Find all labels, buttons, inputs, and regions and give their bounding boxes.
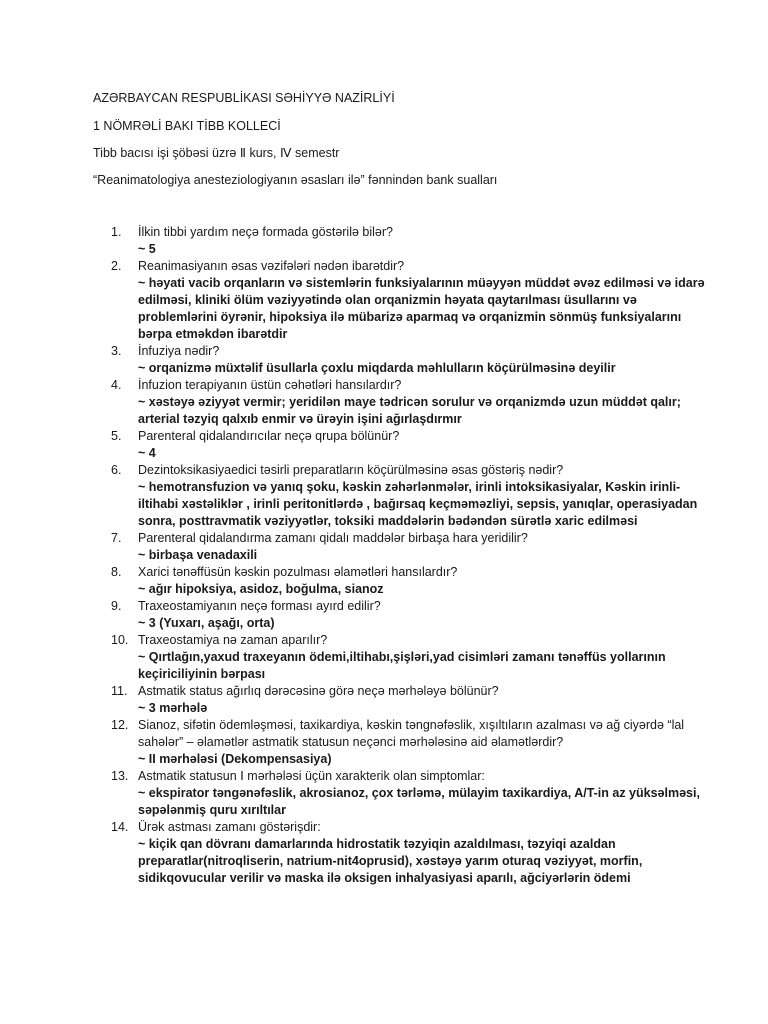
question-item <box>93 377 713 428</box>
answer-text: ~ kiçik qan dövranı damarlarında hidrostatik təzyiqin azaldılması, təzyiqi azaldan preparatlar(nitroqliserin, natrium-nit4oprusid), xəstəyə yarım oturaq vəziyyət, morfin, sidikqovucular verilir və maska ilə oksigen inhalyasiyasi aparılı, ağciyərlərin ödemi <box>138 837 643 885</box>
question-text: Parenteral qidalandırıcılar neçə qrupa bölünür? <box>138 429 400 443</box>
question-number: 10. <box>111 633 129 647</box>
question-text: Reanimasiyanın əsas vəzifələri nədən ibarətdir? <box>138 259 405 273</box>
question-number: 12. <box>111 718 129 732</box>
question-number: 2. <box>111 259 122 273</box>
question-list <box>93 224 713 887</box>
question-item <box>93 717 713 768</box>
answer-text: ~ hemotransfuzion və yanıq şoku, kəskin zəhərlənmələr, irinli intoksikasiyalar, Kəskin irinli-iltihabi xəstəliklər , irinli peritonitlərdə , bağırsaq keçməməzliyi, sepsis, yanıqlar, operasiyadan sonra, posttravmatik vəziyyətlər, toksiki maddələrin bədəndən sürətlə xaric edilməsi <box>138 480 698 528</box>
question-item <box>93 258 713 343</box>
question-number: 7. <box>111 531 122 545</box>
question-number: 3. <box>111 344 122 358</box>
question-item <box>93 224 713 258</box>
question-text: Ürək astması zamanı göstərişdir: <box>138 820 321 834</box>
question-number: 8. <box>111 565 122 579</box>
answer-text: ~ orqanizmə müxtəlif üsullarla çoxlu miqdarda məhlulların köçürülməsinə deyilir <box>138 361 616 375</box>
question-number: 14. <box>111 820 129 834</box>
question-text: İnfuzion terapiyanın üstün cəhətləri hansılardır? <box>138 378 402 392</box>
question-text: Xarici tənəffüsün kəskin pozulması əlamətləri hansılardır? <box>138 565 458 579</box>
answer-text: ~ xəstəyə əziyyət vermir; yeridilən maye tədricən sorulur və orqanizmdə uzun müddət qalır; arterial təzyiq qalxıb enmir və ürəyin işini ağırlaşdırmır <box>138 395 681 426</box>
question-item <box>93 683 713 717</box>
question-number: 5. <box>111 429 122 443</box>
question-item <box>93 343 713 377</box>
answer-text: ~ 4 <box>138 446 156 460</box>
college-heading: 1 NÖMRƏLİ BAKI TİBB KOLLECİ <box>93 119 281 133</box>
answer-text: ~ ağır hipoksiya, asidoz, boğulma, sianoz <box>138 582 384 596</box>
answer-text: ~ həyati vacib orqanların və sistemlərin funksiyalarının müəyyən müddət əvəz edilməsi və idarə edilməsi, kliniki ölüm vəziyyətində olan orqanizmin həyata qaytarılması üsullarını və problemlərini öyrənir, hipoksiya ilə mübarizə aparmaq və orqanizmin sönmüş funksiyalarını bərpa etməkdən ibarətdir <box>138 276 705 341</box>
question-text: Traxeostamiya nə zaman aparılır? <box>138 633 328 647</box>
question-item <box>93 462 713 530</box>
question-text: Astmatik statusun Ⅰ mərhələsi üçün xarakterik olan simptomlar: <box>138 769 485 783</box>
question-item <box>93 768 713 819</box>
question-number: 11. <box>111 684 128 698</box>
subject-title: “Reanimatologiya anesteziologiyanın əsasları ilə” fənnindən bank sualları <box>93 173 498 187</box>
answer-text: ~ ekspirator təngənəfəslik, akrosianoz, çox tərləmə, mülayim taxikardiya, A/T-in az yüksəlməsi, səpələnmiş quru xırıltılar <box>138 786 700 817</box>
answer-text: ~ 3 (Yuxarı, aşağı, orta) <box>138 616 275 630</box>
question-item <box>93 564 713 598</box>
question-text: İlkin tibbi yardım neçə formada göstərilə bilər? <box>138 225 393 239</box>
question-text: Traxeostamiyanın neçə forması ayırd edilir? <box>138 599 381 613</box>
question-number: 1. <box>111 225 122 239</box>
answer-text: ~ 5 <box>138 242 156 256</box>
question-item <box>93 819 713 887</box>
question-item <box>93 530 713 564</box>
question-text: Sianoz, sifətin ödemləşməsi, taxikardiya, kəskin təngnəfəslik, xışıltıların azalması və ağ ciyərdə “lal sahələr” – əlamətlər astmatik statusun neçənci mərhələsinə aid əlamətlərdir? <box>138 718 685 749</box>
ministry-heading: AZƏRBAYCAN RESPUBLİKASI SƏHİYYƏ NAZİRLİYİ <box>93 91 395 105</box>
question-number: 4. <box>111 378 122 392</box>
question-item <box>93 632 713 683</box>
question-number: 9. <box>111 599 122 613</box>
question-number: 13. <box>111 769 129 783</box>
answer-text: ~ 3 mərhələ <box>138 701 208 715</box>
question-text: Astmatik status ağırlıq dərəcəsinə görə neçə mərhələyə bölünür? <box>138 684 499 698</box>
question-number: 6. <box>111 463 122 477</box>
answer-text: ~ II mərhələsi (Dekompensasiya) <box>138 752 332 766</box>
question-text: İnfuziya nədir? <box>138 344 220 358</box>
answer-text: ~ Qırtlağın,yaxud traxeyanın ödemi,iltihabı,şişləri,yad cisimləri zamanı tənəffüs yollarının keçiriciliyinin bərpası <box>138 650 666 681</box>
question-text: Parenteral qidalandırma zamanı qidalı maddələr birbaşa hara yeridilir? <box>138 531 528 545</box>
question-text: Dezintoksikasiyaedici təsirli preparatların köçürülməsinə əsas göstəriş nədir? <box>138 463 564 477</box>
department-line: Tibb bacısı işi şöbəsi üzrə Ⅱ kurs, Ⅳ semestr <box>93 146 340 160</box>
question-item <box>93 428 713 462</box>
question-item <box>93 598 713 632</box>
answer-text: ~ birbaşa venadaxili <box>138 548 258 562</box>
